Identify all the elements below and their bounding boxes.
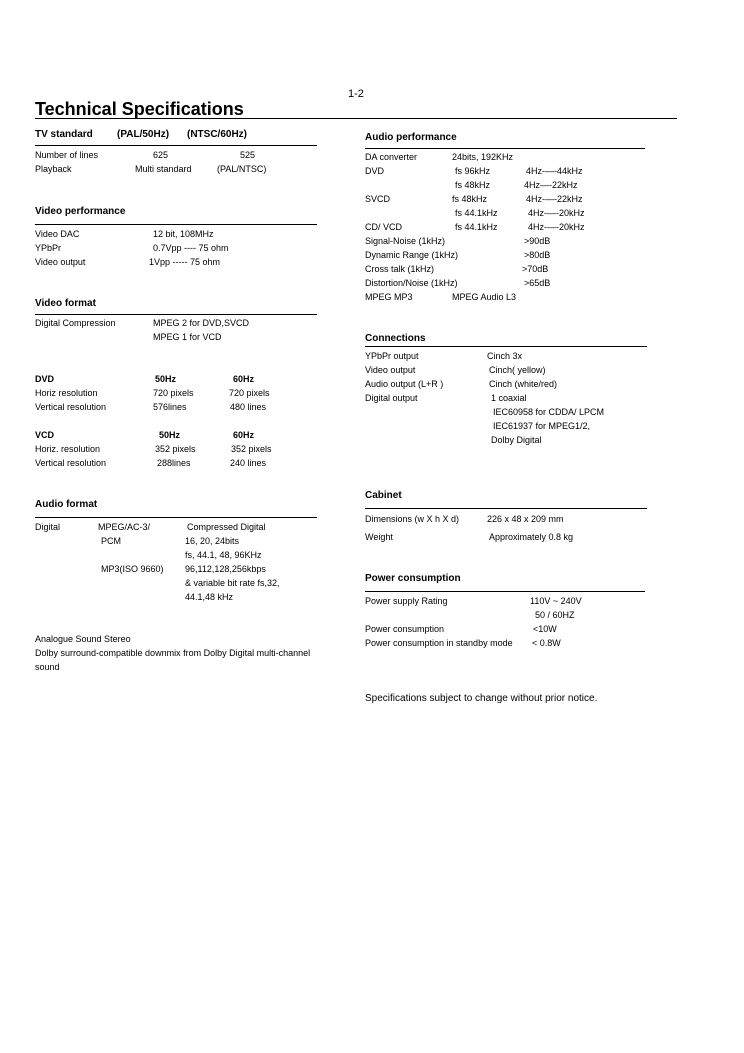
spec-label: MP3(ISO 9660) bbox=[101, 564, 164, 574]
spec-value: 0.7Vpp ---- 75 ohm bbox=[153, 243, 229, 253]
spec-label: Distortion/Noise (1kHz) bbox=[365, 278, 458, 288]
spec-label: Horiz. resolution bbox=[35, 444, 101, 454]
page-title: Technical Specifications bbox=[35, 99, 244, 119]
video-format-heading: Video format bbox=[35, 298, 96, 309]
title-rule bbox=[35, 118, 677, 119]
spec-label: Video output bbox=[365, 365, 416, 375]
audio-performance-heading: Audio performance bbox=[365, 132, 457, 143]
spec-value: 240 lines bbox=[230, 458, 267, 468]
spec-value: 4Hz-—-44kHz bbox=[526, 166, 583, 176]
spec-value: MPEG 2 for DVD,SVCD bbox=[153, 318, 250, 328]
spec-label: YPbPr bbox=[35, 243, 62, 253]
connections-heading: Connections bbox=[365, 333, 426, 344]
spec-value: Multi standard bbox=[135, 164, 192, 174]
tv-standard-pal: (PAL/50Hz) bbox=[117, 129, 170, 140]
audio-note: Dolby surround-compatible downmix from Dolby Digital multi-channel bbox=[35, 648, 311, 658]
spec-label: Weight bbox=[365, 532, 393, 542]
spec-label: Vertical resolution bbox=[35, 402, 107, 412]
spec-value: 226 x 48 x 209 mm bbox=[487, 514, 564, 524]
footnote: Specifications subject to change without prior notice. bbox=[365, 693, 598, 704]
spec-value: Dolby Digital bbox=[491, 435, 542, 445]
spec-value: 4Hz-—-20kHz bbox=[528, 208, 585, 218]
spec-label: Audio output (L+R ) bbox=[365, 379, 444, 389]
spec-value: IEC61937 for MPEG1/2, bbox=[493, 421, 591, 431]
spec-value: (PAL/NTSC) bbox=[217, 164, 267, 174]
spec-value: 110V ~ 240V bbox=[530, 596, 582, 606]
dvd-subheading: DVD bbox=[35, 374, 55, 384]
spec-label: Digital Compression bbox=[35, 318, 116, 328]
page-number: 1-2 bbox=[348, 88, 364, 100]
spec-value: MPEG Audio L3 bbox=[452, 292, 517, 302]
spec-label: Dimensions (w X h X d) bbox=[365, 514, 460, 524]
spec-value: < 0.8W bbox=[532, 638, 561, 648]
spec-value: <10W bbox=[533, 624, 557, 634]
power-heading: Power consumption bbox=[365, 573, 461, 584]
spec-value: Cinch (white/red) bbox=[489, 379, 558, 389]
spec-label: Power consumption bbox=[365, 624, 445, 634]
spec-label: Signal-Noise (1kHz) bbox=[365, 236, 446, 246]
cabinet-heading: Cabinet bbox=[365, 490, 402, 501]
section-rule bbox=[365, 148, 645, 149]
spec-value: >80dB bbox=[524, 250, 551, 260]
section-rule bbox=[35, 314, 317, 315]
spec-label: Digital output bbox=[365, 393, 418, 403]
spec-label: SVCD bbox=[365, 194, 391, 204]
spec-label: Playback bbox=[35, 164, 72, 174]
spec-value: 352 pixels bbox=[231, 444, 272, 454]
spec-value: 576lines bbox=[153, 402, 187, 412]
spec-value: fs 96kHz bbox=[455, 166, 491, 176]
spec-value: 96,112,128,256kbps bbox=[185, 564, 266, 574]
spec-value: 1Vpp ----- 75 ohm bbox=[149, 257, 221, 267]
section-rule bbox=[365, 591, 645, 592]
spec-value: 625 bbox=[153, 150, 169, 160]
spec-value: 44.1,48 kHz bbox=[185, 592, 234, 602]
spec-value: 4Hz-—-22kHz bbox=[526, 194, 583, 204]
video-performance-heading: Video performance bbox=[35, 206, 126, 217]
spec-value: & variable bit rate fs,32, bbox=[185, 578, 280, 588]
spec-label: Digital bbox=[35, 522, 61, 532]
audio-note: Analogue Sound Stereo bbox=[35, 634, 131, 644]
vcd-col-60hz: 60Hz bbox=[233, 430, 255, 440]
spec-value: 1 coaxial bbox=[491, 393, 527, 403]
vcd-col-50hz: 50Hz bbox=[159, 430, 181, 440]
spec-label: Dynamic Range (1kHz) bbox=[365, 250, 459, 260]
tv-standard-heading: TV standard bbox=[35, 129, 93, 140]
spec-label: Power supply Rating bbox=[365, 596, 448, 606]
spec-value: fs 48kHz bbox=[452, 194, 488, 204]
spec-value: 4Hz—-22kHz bbox=[524, 180, 578, 190]
section-rule bbox=[365, 346, 647, 347]
section-rule bbox=[35, 224, 317, 225]
spec-value: Compressed Digital bbox=[187, 522, 266, 532]
spec-value: 720 pixels bbox=[153, 388, 194, 398]
vcd-subheading: VCD bbox=[35, 430, 55, 440]
section-rule bbox=[35, 145, 317, 146]
spec-label: YPbPr output bbox=[365, 351, 419, 361]
spec-label: MPEG/AC-3/ bbox=[98, 522, 151, 532]
spec-value: fs, 44.1, 48, 96KHz bbox=[185, 550, 262, 560]
spec-label: Video output bbox=[35, 257, 86, 267]
spec-value: >90dB bbox=[524, 236, 551, 246]
spec-value: >70dB bbox=[522, 264, 549, 274]
spec-value: fs 44.1kHz bbox=[455, 208, 498, 218]
spec-label: Horiz resolution bbox=[35, 388, 98, 398]
spec-value: 50 / 60HZ bbox=[535, 610, 575, 620]
spec-value: Cinch 3x bbox=[487, 351, 523, 361]
spec-label: DVD bbox=[365, 166, 385, 176]
tv-standard-ntsc: (NTSC/60Hz) bbox=[187, 129, 248, 140]
spec-value: 288lines bbox=[157, 458, 191, 468]
spec-value: 4Hz-—-20kHz bbox=[528, 222, 585, 232]
dvd-col-50hz: 50Hz bbox=[155, 374, 177, 384]
spec-value: fs 44.1kHz bbox=[455, 222, 498, 232]
section-rule bbox=[35, 517, 317, 518]
spec-value: Approximately 0.8 kg bbox=[489, 532, 574, 542]
spec-value: 525 bbox=[240, 150, 256, 160]
spec-value: 24bits, 192KHz bbox=[452, 152, 514, 162]
spec-label: Video DAC bbox=[35, 229, 80, 239]
dvd-col-60hz: 60Hz bbox=[233, 374, 255, 384]
spec-label: DA converter bbox=[365, 152, 418, 162]
spec-value: 720 pixels bbox=[229, 388, 270, 398]
spec-value: 16, 20, 24bits bbox=[185, 536, 240, 546]
spec-label: Power consumption in standby mode bbox=[365, 638, 513, 648]
audio-note: sound bbox=[35, 662, 60, 672]
spec-value: 12 bit, 108MHz bbox=[153, 229, 214, 239]
spec-label: Cross talk (1kHz) bbox=[365, 264, 435, 274]
spec-label: Number of lines bbox=[35, 150, 99, 160]
section-rule bbox=[365, 508, 647, 509]
spec-value: fs 48kHz bbox=[455, 180, 491, 190]
spec-label: Vertical resolution bbox=[35, 458, 107, 468]
spec-value: MPEG 1 for VCD bbox=[153, 332, 222, 342]
spec-label: PCM bbox=[101, 536, 121, 546]
spec-value: 352 pixels bbox=[155, 444, 196, 454]
spec-value: 480 lines bbox=[230, 402, 267, 412]
spec-value: Cinch( yellow) bbox=[489, 365, 546, 375]
spec-label: MPEG MP3 bbox=[365, 292, 413, 302]
audio-format-heading: Audio format bbox=[35, 499, 98, 510]
spec-value: >65dB bbox=[524, 278, 551, 288]
spec-label: CD/ VCD bbox=[365, 222, 403, 232]
spec-value: IEC60958 for CDDA/ LPCM bbox=[493, 407, 605, 417]
